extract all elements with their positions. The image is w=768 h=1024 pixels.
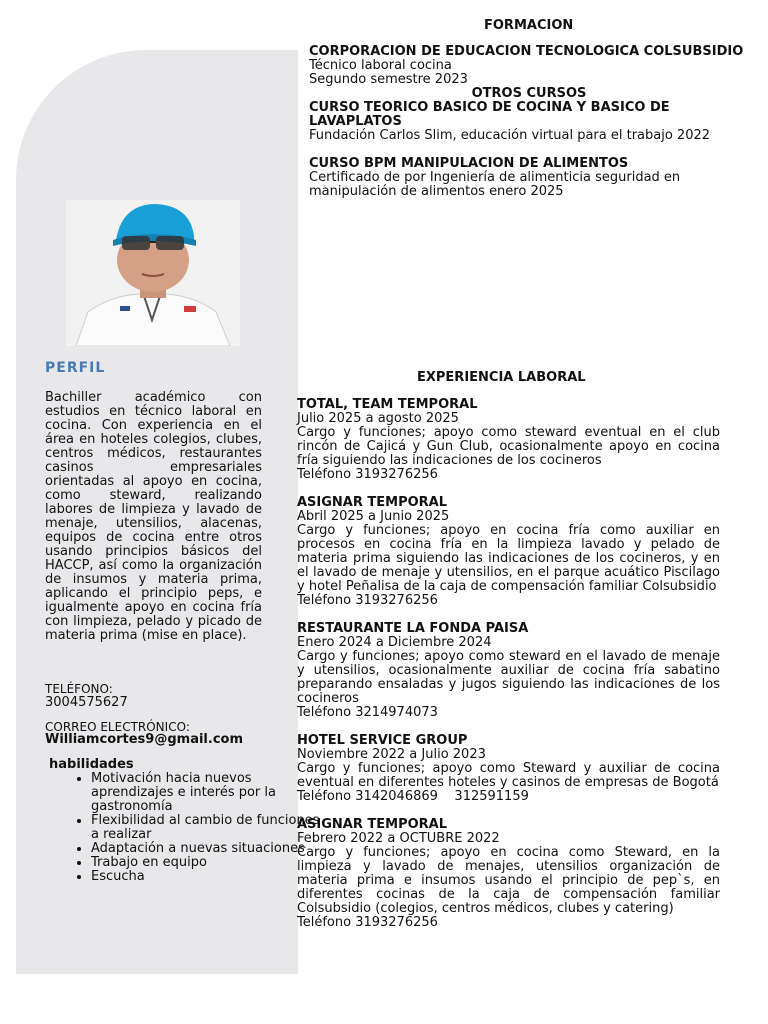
habilidad-item: • Motivación hacia nuevos aprendizajes e interés por la gastronomía xyxy=(91,772,321,814)
habilidad-item: • Escucha xyxy=(91,870,321,884)
phone-value: 3004575627 xyxy=(45,695,128,710)
experiencia-heading: EXPERIENCIA LABORAL xyxy=(417,370,586,385)
job-company: RESTAURANTE LA FONDA PAISA xyxy=(297,621,529,636)
job-entry xyxy=(297,496,720,608)
job-entry xyxy=(297,622,720,720)
job-dates: Abril 2025 a Junio 2025 xyxy=(297,509,450,524)
habilidad-item: • Adaptación a nuevas situaciones xyxy=(91,842,321,856)
job-dates: Enero 2024 a Diciembre 2024 xyxy=(297,635,492,650)
job-description: Cargo y funciones; apoyo como Steward y auxiliar de cocina eventual en diferentes hoteles y casinos de empresas de Bogotá xyxy=(297,761,720,790)
job-phone: Teléfono 3193276256 xyxy=(297,915,438,930)
job-entry xyxy=(297,398,720,482)
experiencia-section xyxy=(297,398,720,944)
perfil-text: Bachiller académico con estudios en técnico laboral en cocina. Con experiencia en el área en hoteles colegios, clubes, centros médicos, restaurantes casinos empresariales orientadas al apoyo en cocina, como steward, realizando labores de limpieza y lavado de menaje, utensilios, alacenas, equipos de cocina entre otros usando principios básicos del HACCP, así como la organización de insumos y materia prima, aplicando el principio peps, e igualmente apoyo en cocina fría con limpieza, pelado y picado de materia prima (mise en place). xyxy=(45,390,262,643)
job-dates: Noviembre 2022 a Julio 2023 xyxy=(297,747,486,762)
otros-cursos-heading: OTROS CURSOS xyxy=(471,86,587,101)
course2-title: CURSO BPM MANIPULACION DE ALIMENTOS xyxy=(309,156,629,171)
job-company: HOTEL SERVICE GROUP xyxy=(297,733,468,748)
job-phone: Teléfono 3214974073 xyxy=(297,705,438,720)
job-entry xyxy=(297,734,720,804)
job-description: Cargo y funciones; apoyo en cocina como Steward, en la limpieza y lavado de menajes, utensilios organización de materia prima e insumos usando el principio de pep`s, en diferentes cocinas de la caja de compensación familiar Colsubsidio (colegios, centros médicos, clubes y catering) xyxy=(297,845,720,916)
habilidades-heading: habilidades xyxy=(49,757,134,772)
perfil-heading: PERFIL xyxy=(45,360,106,376)
phone-label: TELÉFONO: xyxy=(45,682,113,696)
job-phone: Teléfono 3193276256 xyxy=(297,467,438,482)
course1-title: CURSO TEORICO BASICO DE COCINA Y BASICO DE LAVAPLATOS xyxy=(309,100,670,129)
habilidad-item: • Trabajo en equipo xyxy=(91,856,321,870)
job-description: Cargo y funciones; apoyo como steward en el lavado de menaje y utensilios, ocasionalmente auxiliar de cocina fría sabatino preparando ensaladas y jugos siguiendo las indicaciones de los cocineros xyxy=(297,649,720,706)
formacion-section xyxy=(309,45,749,199)
job-company: ASIGNAR TEMPORAL xyxy=(297,817,448,832)
habilidades-list xyxy=(45,772,321,884)
habilidad-item: • Flexibilidad al cambio de funciones a realizar xyxy=(91,814,321,842)
job-phone: Teléfono 3142046869 312591159 xyxy=(297,789,529,804)
job-dates: Julio 2025 a agosto 2025 xyxy=(297,411,459,426)
job-description: Cargo y funciones; apoyo como steward eventual en el club rincón de Cajicá y Gun Club, ocasionalmente apoyo en cocina fría siguiendo las indicaciones de los cocineros xyxy=(297,425,720,468)
course1-detail: Fundación Carlos Slim, educación virtual para el trabajo 2022 xyxy=(309,128,711,143)
job-company: ASIGNAR TEMPORAL xyxy=(297,495,448,510)
formacion-institution: CORPORACION DE EDUCACION TECNOLOGICA COLSUBSIDIO xyxy=(309,44,744,59)
formacion-program: Técnico laboral cocina xyxy=(309,58,452,73)
course2-detail: Certificado de por Ingeniería de alimenticia seguridad en manipulación de alimentos enero 2025 xyxy=(309,170,681,199)
profile-photo xyxy=(66,200,240,346)
job-company: TOTAL, TEAM TEMPORAL xyxy=(297,397,478,412)
profile-photo-image xyxy=(66,200,240,346)
job-description: Cargo y funciones; apoyo en cocina fría como auxiliar en procesos en cocina fría en la limpieza lavado y pelado de materia prima siguiendo las indicaciones de los cocineros, y en el lavado de menaje y utensilios, en el parque acuático Piscilago y hotel Peñalisa de la caja de compensación familiar Colsubsidio xyxy=(297,523,720,594)
job-phone: Teléfono 3193276256 xyxy=(297,593,438,608)
email-value: Williamcortes9@gmail.com xyxy=(45,732,244,747)
job-dates: Febrero 2022 a OCTUBRE 2022 xyxy=(297,831,500,846)
formacion-semester: Segundo semestre 2023 xyxy=(309,72,468,87)
job-entry xyxy=(297,818,720,930)
formacion-heading: FORMACION xyxy=(484,18,574,33)
email-label: CORREO ELECTRÓNICO: xyxy=(45,720,190,734)
